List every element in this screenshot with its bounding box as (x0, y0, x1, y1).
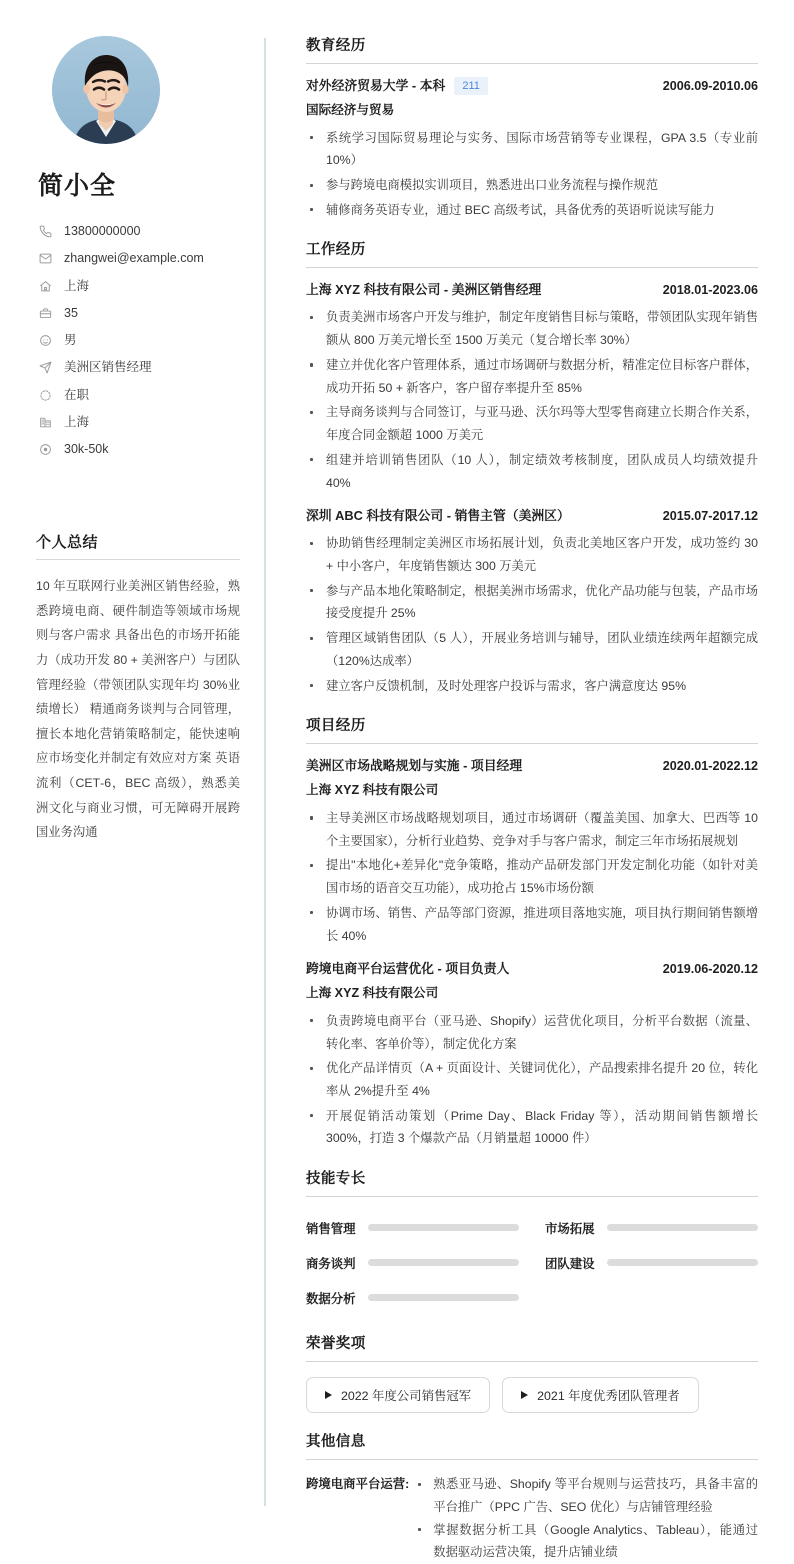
work-bullets (306, 306, 758, 494)
list-item: 建立并优化客户管理体系，通过市场调研与数据分析，精准定位目标客户群体，成功开拓 50 + 新客户，客户留存率提升至 85% (306, 354, 758, 399)
skill-progress-track (368, 1224, 519, 1231)
play-triangle-icon (325, 1391, 332, 1399)
gender-icon (38, 333, 53, 348)
list-item: 管理区域销售团队（5 人），开展业务培训与辅导，团队业绩连续两年超额完成（120%达成率） (306, 627, 758, 672)
skill-row (545, 1210, 758, 1245)
contact-value: 上海 (64, 278, 90, 293)
contact-value: 上海 (64, 414, 90, 429)
list-item: 系统学习国际贸易理论与实务、国际市场营销等专业课程，GPA 3.5（专业前 10%） (306, 127, 758, 172)
work-entry-header (306, 281, 758, 299)
skill-label: 团队建设 (545, 1256, 595, 1271)
contact-item-gender (36, 327, 240, 354)
skills-grid (306, 1210, 758, 1315)
other-heading: 其他信息 (306, 1430, 758, 1460)
work-section (306, 238, 758, 697)
contact-item-job-status (36, 382, 240, 409)
other-section (306, 1430, 758, 1564)
list-item: 协调市场、销售、产品等部门资源，推进项目落地实施，项目执行期间销售额增长 40% (306, 902, 758, 947)
projects-heading: 项目经历 (306, 714, 758, 744)
education-school (306, 77, 488, 95)
contact-value: 在职 (64, 387, 90, 402)
project-name: 跨境电商平台运营优化 - 项目负责人 (306, 961, 510, 977)
contact-value: 35 (64, 305, 78, 320)
work-heading: 工作经历 (306, 238, 758, 268)
contact-value: 男 (64, 333, 77, 348)
contact-item-work-city (36, 409, 240, 436)
list-item: 掌握数据分析工具（Google Analytics、Tableau），能通过数据驱动运营决策，提升店铺业绩 (415, 1519, 758, 1564)
honor-label: 2022 年度公司销售冠军 (341, 1389, 472, 1404)
list-item: 建立客户反馈机制，及时处理客户投诉与需求，客户满意度达 95% (306, 675, 758, 698)
work-entry (306, 281, 758, 494)
avatar (52, 36, 160, 144)
work-date: 2018.01-2023.06 (662, 283, 758, 298)
list-item: 优化产品详情页（A + 页面设计、关键词优化），产品搜索排名提升 20 位，转化率从 2%提升至 4% (306, 1057, 758, 1102)
education-entry-header (306, 77, 758, 95)
work-position: 深圳 ABC 科技有限公司 - 销售主管（美洲区） (306, 508, 570, 524)
skill-row (306, 1245, 519, 1280)
briefcase-icon (38, 306, 53, 321)
project-bullets (306, 807, 758, 947)
honor-chip[interactable] (306, 1377, 490, 1413)
list-item: 熟悉亚马逊、Shopify 等平台规则与运营技巧，具备丰富的平台推广（PPC 广告、SEO 优化）与店铺管理经验 (415, 1473, 758, 1518)
education-date: 2006.09-2010.06 (662, 79, 758, 93)
play-triangle-icon (521, 1391, 528, 1399)
skills-heading: 技能专长 (306, 1167, 758, 1197)
list-item: 提出"本地化+差异化"竞争策略，推动产品研发部门开发定制化功能（如针对美国市场的语音交互功能），成功抢占 15%市场份额 (306, 854, 758, 899)
skill-row (306, 1280, 519, 1315)
education-major: 国际经济与贸易 (306, 102, 395, 117)
skill-row (545, 1245, 758, 1280)
skill-label: 销售管理 (306, 1221, 356, 1236)
contact-item-age (36, 300, 240, 327)
honor-label: 2021 年度优秀团队管理者 (537, 1389, 680, 1404)
skill-progress-track (368, 1294, 519, 1301)
target-icon (38, 442, 53, 457)
education-section (306, 34, 758, 221)
contact-item-email (36, 245, 240, 272)
list-item: 组建并培训销售团队（10 人），制定绩效考核制度，团队成员人均绩效提升 40% (306, 449, 758, 494)
contact-item-phone (36, 218, 240, 245)
education-school-name: 对外经济贸易大学 - 本科 (306, 78, 446, 93)
project-company: 上海 XYZ 科技有限公司 (306, 986, 439, 1001)
project-company: 上海 XYZ 科技有限公司 (306, 783, 439, 798)
list-item: 主导商务谈判与合同签订，与亚马逊、沃尔玛等大型零售商建立长期合作关系，年度合同金额超 1000 万美元 (306, 401, 758, 446)
list-item: 负责跨境电商平台（亚马逊、Shopify）运营优化项目，分析平台数据（流量、转化率、客单价等），制定优化方案 (306, 1010, 758, 1055)
home-icon (38, 279, 53, 294)
work-entry (306, 507, 758, 697)
contact-value: 美洲区销售经理 (64, 360, 152, 375)
project-date: 2020.01-2022.12 (662, 759, 758, 774)
status-badge: 211 (454, 77, 488, 95)
building-icon (38, 415, 53, 430)
project-entry (306, 757, 758, 947)
skill-progress-track (368, 1259, 519, 1266)
education-entry (306, 77, 758, 221)
honor-chip[interactable] (502, 1377, 699, 1413)
envelope-icon (38, 251, 53, 266)
skill-label: 商务谈判 (306, 1256, 356, 1271)
contact-value: zhangwei@example.com (64, 251, 204, 266)
project-name: 美洲区市场战略规划与实施 - 项目经理 (306, 758, 523, 774)
skill-label: 数据分析 (306, 1291, 356, 1306)
refresh-icon (38, 388, 53, 403)
project-entry-header (306, 757, 758, 775)
education-heading: 教育经历 (306, 34, 758, 64)
summary-section (36, 531, 240, 845)
summary-text: 10 年互联网行业美洲区销售经验，熟悉跨境电商、硬件制造等领域市场规则与客户需求 具备出色的市场开拓能力（成功开发 80 + 美洲客户）与团队管理经验（带领团队实现年均 30%业绩增长） 精通商务谈判与合同管理，擅长本地化营销策略制定，能快速响应市场变化并制定有效应对方案 英语流利（CET‑6，BEC 高级），熟悉美洲文化与商业习惯，可无障碍开展跨国业务沟通 (36, 579, 240, 840)
paper-plane-icon (38, 360, 53, 375)
contact-list (36, 218, 240, 463)
project-entry-header (306, 960, 758, 978)
skill-progress-track (607, 1259, 758, 1266)
contact-item-hometown (36, 273, 240, 300)
main-column (266, 0, 794, 1560)
sidebar (0, 0, 266, 1506)
skills-section (306, 1167, 758, 1315)
contact-item-salary (36, 436, 240, 463)
skill-label: 市场拓展 (545, 1221, 595, 1236)
contact-value: 13800000000 (64, 224, 141, 239)
list-item: 负责美洲市场客户开发与维护，制定年度销售目标与策略，带领团队实现年销售额从 800 万美元增长至 1500 万美元（复合增长率 30%） (306, 306, 758, 351)
honors-section (306, 1332, 758, 1413)
work-bullets (306, 532, 758, 697)
list-item: 参与产品本地化策略制定，根据美洲市场需求，优化产品功能与包装，产品市场接受度提升 25% (306, 580, 758, 625)
honors-list (306, 1375, 758, 1413)
project-entry (306, 960, 758, 1150)
other-group-key: 跨境电商平台运营: (306, 1477, 410, 1492)
education-bullets (306, 127, 758, 222)
contact-value: 30k-50k (64, 442, 109, 457)
list-item: 协助销售经理制定美洲区市场拓展计划，负责北美地区客户开发，成功签约 30 + 中小客户，年度销售额达 300 万美元 (306, 532, 758, 577)
list-item: 辅修商务英语专业，通过 BEC 高级考试，具备优秀的英语听说读写能力 (306, 199, 758, 222)
summary-heading: 个人总结 (36, 531, 240, 560)
contact-item-target-position (36, 354, 240, 381)
project-bullets (306, 1010, 758, 1150)
skill-row (306, 1210, 519, 1245)
list-item: 开展促销活动策划（Prime Day、Black Friday 等），活动期间销售额增长 300%，打造 3 个爆款产品（月销量超 10000 件） (306, 1105, 758, 1150)
phone-icon (38, 224, 53, 239)
work-date: 2015.07-2017.12 (662, 509, 758, 524)
other-group (306, 1473, 758, 1564)
list-item: 参与跨境电商模拟实训项目，熟悉进出口业务流程与操作规范 (306, 174, 758, 197)
work-position: 上海 XYZ 科技有限公司 - 美洲区销售经理 (306, 282, 542, 298)
list-item: 主导美洲区市场战略规划项目，通过市场调研（覆盖美国、加拿大、巴西等 10 个主要国家），分析行业趋势、竞争对手与客户需求，制定三年市场拓展规划 (306, 807, 758, 852)
honors-heading: 荣誉奖项 (306, 1332, 758, 1362)
other-group-values (415, 1473, 758, 1564)
skill-progress-track (607, 1224, 758, 1231)
person-name: 简小全 (38, 172, 117, 200)
projects-section (306, 714, 758, 1150)
project-date: 2019.06-2020.12 (662, 962, 758, 977)
work-entry-header (306, 507, 758, 525)
